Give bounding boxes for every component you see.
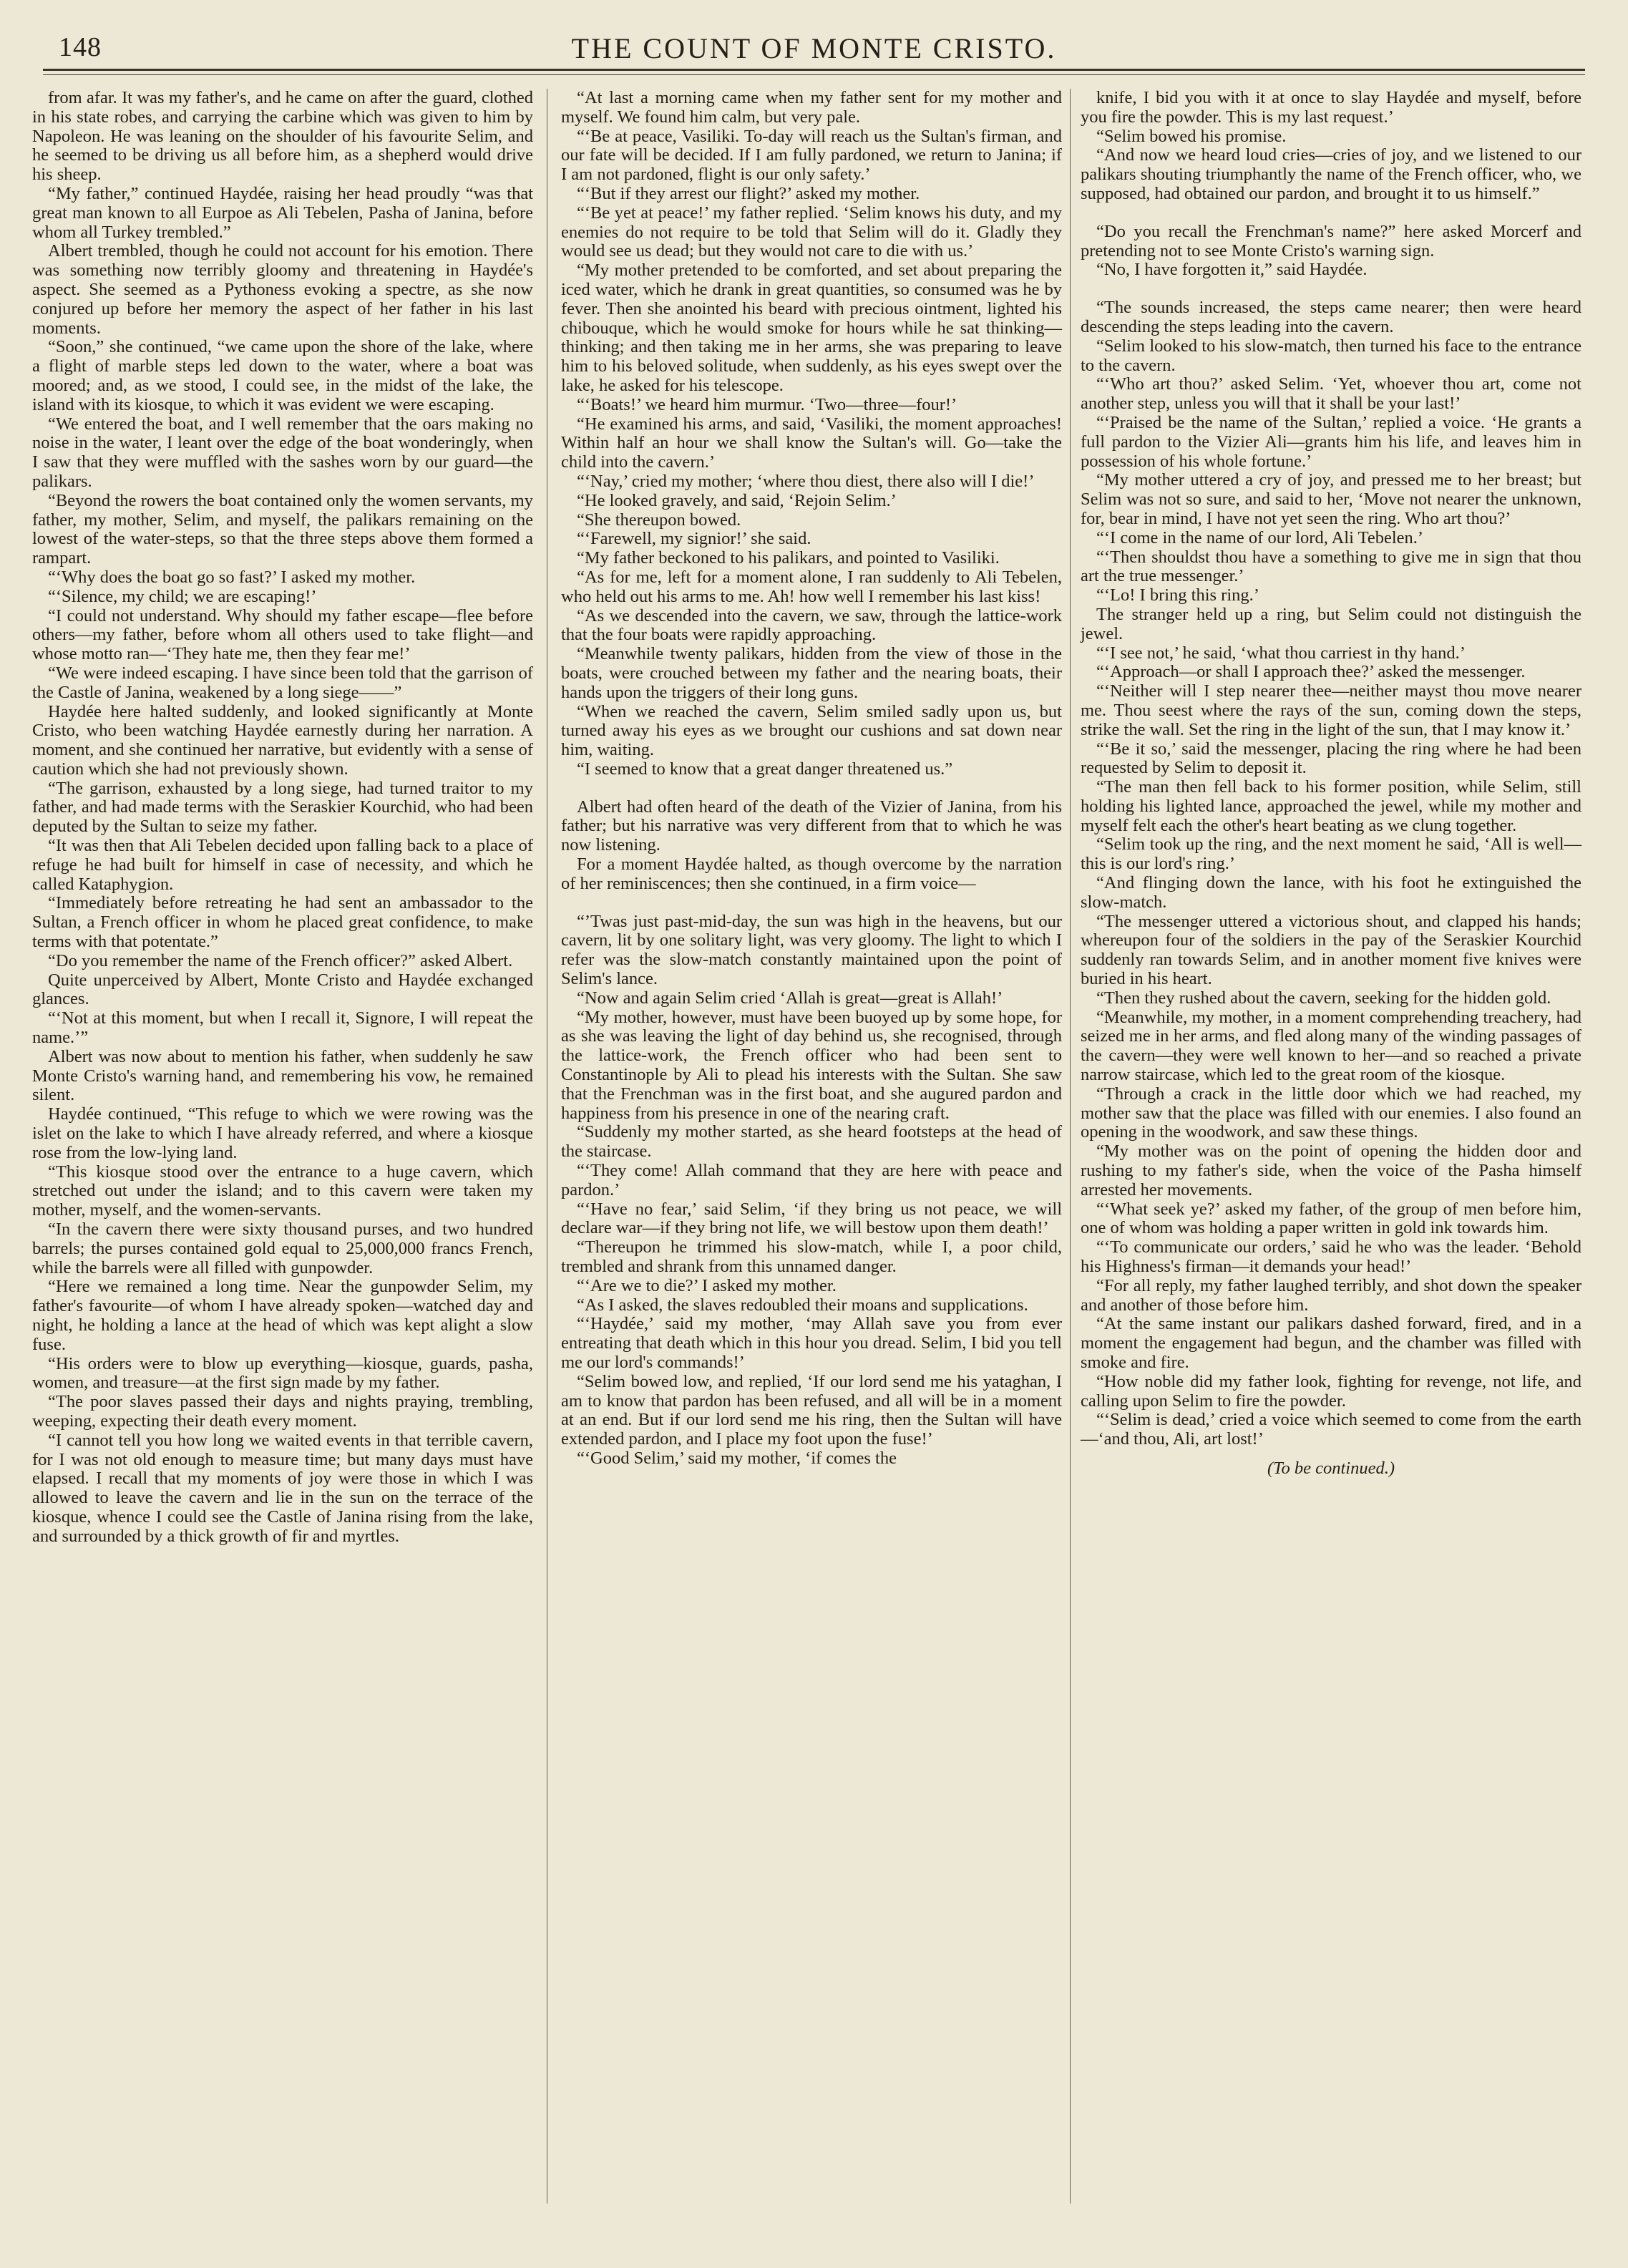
page-header xyxy=(43,31,1585,63)
paragraph: “This kiosque stood over the entrance to a huge cavern, which stretched out under the island; and to this cavern were taken my mother, myself, and the women-servants. xyxy=(32,1162,533,1220)
paragraph: “Through a crack in the little door which we had reached, my mother saw that the place was filled with our enemies. I also found an opening in the woodwork, and saw these things. xyxy=(1081,1084,1581,1142)
paragraph: “The garrison, exhausted by a long siege, had turned traitor to my father, and had made terms with the Seraskier Kourchid, who had been deputed by the Sultan to seize my father. xyxy=(32,778,533,837)
paragraph: “‘Who art thou?’ asked Selim. ‘Yet, whoever thou art, come not another step, unless you will that it shall be your last!’ xyxy=(1081,374,1581,414)
to-be-continued: (To be continued.) xyxy=(1267,1458,1395,1478)
paragraph: “Meanwhile twenty palikars, hidden from the view of those in the boats, were crouched between my father and the nearing boats, their hands upon the triggers of their long guns. xyxy=(561,644,1062,702)
paragraph: “’Twas just past-mid-day, the sun was high in the heavens, but our cavern, lit by one solitary light, was very gloomy. The light to which I refer was the slow-match constantly maintained upon the point of Selim's lance. xyxy=(561,911,1062,989)
paragraph: “‘Then shouldst thou have a something to give me in sign that thou art the true messenger.’ xyxy=(1081,547,1581,586)
paragraph: “‘Are we to die?’ I asked my mother. xyxy=(577,1275,837,1295)
paragraph: “‘What seek ye?’ asked my father, of the group of men before him, one of whom was holding a paper written in gold ink towards him. xyxy=(1081,1199,1581,1238)
paragraph: “‘Approach—or shall I approach thee?’ asked the messenger. xyxy=(1096,662,1526,682)
paragraph: “Selim bowed low, and replied, ‘If our lord send me his yataghan, I am to know that pardon has been refused, and all will be in a moment at an end. But if our lord send me his ring, then the Sultan will have extended pardon, and I place my foot upon the fuse!’ xyxy=(561,1371,1062,1449)
paragraph: “I seemed to know that a great danger threatened us.” xyxy=(577,759,953,779)
paragraph: Albert was now about to mention his father, when suddenly he saw Monte Cristo's warning hand, and remembering his vow, he remained silent. xyxy=(32,1046,533,1105)
paragraph: “And flinging down the lance, with his foot he extinguished the slow-match. xyxy=(1081,873,1581,912)
paragraph: “‘Praised be the name of the Sultan,’ replied a voice. ‘He grants a full pardon to the Vizier Ali—grants him his life, and leaves him in possession of his whole fortune.’ xyxy=(1081,412,1581,471)
paragraph: “‘Selim is dead,’ cried a voice which seemed to come from the earth—‘and thou, Ali, art lost!’ xyxy=(1081,1410,1581,1449)
paragraph: “‘They come! Allah command that they are here with peace and pardon.’ xyxy=(561,1161,1062,1199)
paragraph: “‘Be at peace, Vasiliki. To-day will reach us the Sultan's firman, and our fate will be decided. If I am fully pardoned, we return to Janina; if I am not pardoned, flight is our only safety.’ xyxy=(561,126,1062,185)
paragraph: “And now we heard loud cries—cries of joy, and we listened to our palikars shouting triumphantly the name of the French officer, who, we supposed, had obtained our pardon, and brought it to us himself.” xyxy=(1081,145,1581,203)
paragraph: “Soon,” she continued, “we came upon the shore of the lake, where a flight of marble steps led down to the water, where a boat was moored; and, as we stood, I could see, in the midst of the lake, the island with its kiosque, to which it was evident we were escaping. xyxy=(32,337,533,414)
running-title: THE COUNT OF MONTE CRISTO. xyxy=(571,32,1057,64)
paragraph: Albert had often heard of the death of the Vizier of Janina, from his father; but his narrative was very different from that to which he was now listening. xyxy=(561,797,1062,855)
paragraph: “Immediately before retreating he had sent an ambassador to the Sultan, a French officer in whom he placed great confidence, to make terms with that potentate.” xyxy=(32,893,533,952)
paragraph: “‘Farewell, my signior!’ she said. xyxy=(577,529,811,549)
paragraph: “I could not understand. Why should my father escape—flee before others—my father, before whom all others used to take flight—and whose motto ran—‘They hate me, then they fear me!’ xyxy=(32,605,533,664)
header-rule-thin xyxy=(43,74,1585,75)
paragraph: “‘Haydée,’ said my mother, ‘may Allah save you from ever entreating that death which in this hour you dread. Selim, I bid you tell me our lord's commands!’ xyxy=(561,1314,1062,1372)
paragraph: “My mother pretended to be comforted, and set about preparing the iced water, which he drank in great quantities, so consumed was he by fever. Then she anointed his beard with precious ointment, lighted his chibouque, which he would smoke for hours while he sat thinking—thinking; and then taking me in her arms, she was preparing to leave him to his beloved solitude, when suddenly, as his eyes swept over the lake, he asked for his telescope. xyxy=(561,261,1062,395)
paragraph: “Then they rushed about the cavern, seeking for the hidden gold. xyxy=(1096,988,1551,1008)
paragraph: “No, I have forgotten it,” said Haydée. xyxy=(1096,260,1368,280)
paragraph: “Do you recall the Frenchman's name?” here asked Morcerf and pretending not to see Monte Cristo's warning sign. xyxy=(1081,221,1581,261)
paragraph: “As for me, left for a moment alone, I ran suddenly to Ali Tebelen, who held out his arms to me. Ah! how well I remember his last kiss! xyxy=(561,567,1062,606)
paragraph: “Selim took up the ring, and the next moment he said, ‘All is well—this is our lord's ring.’ xyxy=(1081,834,1581,874)
paragraph: For a moment Haydée halted, as though overcome by the narration of her reminiscences; then she continued, in a firm voice— xyxy=(561,855,1062,893)
paragraph: “Meanwhile, my mother, in a moment comprehending treachery, had seized me in her arms, and fled along many of the winding passages of the cavern—they were well known to her—and so reached a private narrow staircase, which led to the great room of the kiosque. xyxy=(1081,1007,1581,1085)
paragraph: “Thereupon he trimmed his slow-match, while I, a poor child, trembled and shrank from this unnamed danger. xyxy=(561,1237,1062,1277)
paragraph: “‘Neither will I step nearer thee—neither mayst thou move nearer me. Thou seest where the rays of the sun, coming down the steps, strike the wall. Set the ring in the light of the sun, that I may know it.’ xyxy=(1081,681,1581,739)
header-rule xyxy=(43,69,1585,71)
paragraph: Quite unperceived by Albert, Monte Cristo and Haydée exchanged glances. xyxy=(32,970,533,1009)
paragraph: “‘Nay,’ cried my mother; ‘where thou diest, there also will I die!’ xyxy=(577,471,1035,491)
paragraph: “My mother was on the point of opening the hidden door and rushing to my father's side, when the voice of the Pasha himself arrested her movements. xyxy=(1081,1142,1581,1199)
paragraph: “We entered the boat, and I well remember that the oars making no noise in the water, I leant over the edge of the boat wonderingly, when I saw that they were muffled with the sashes worn by our guard—the palikars. xyxy=(32,414,533,491)
paragraph: “Do you remember the name of the French officer?” asked Albert. xyxy=(48,950,513,970)
page-number: 148 xyxy=(59,32,102,62)
paragraph: “At the same instant our palikars dashed forward, fired, and in a moment the engagement had begun, and the chamber was filled with smoke and fire. xyxy=(1081,1314,1581,1372)
paragraph: “Suddenly my mother started, as she heard footsteps at the head of the staircase. xyxy=(561,1122,1062,1162)
paragraph: “‘I see not,’ he said, ‘what thou carriest in thy hand.’ xyxy=(1096,643,1466,663)
paragraph: “‘Be yet at peace!’ my father replied. ‘Selim knows his duty, and my enemies do not require to be told that Selim will do it. Gladly they would see us dead; but they would not care to die with us.’ xyxy=(561,203,1062,261)
paragraph: “It was then that Ali Tebelen decided upon falling back to a place of refuge he had built for himself in case of necessity, and which he called Kataphygion. xyxy=(32,836,533,894)
paragraph: “She thereupon bowed. xyxy=(577,510,741,530)
paragraph: “He examined his arms, and said, ‘Vasiliki, the moment approaches! Within half an hour we shall know the Sultan's will. Go—take the child into the cavern.’ xyxy=(561,414,1062,472)
paragraph: “‘Why does the boat go so fast?’ I asked my mother. xyxy=(48,567,416,587)
paragraph: “When we reached the cavern, Selim smiled sadly upon us, but turned away his eyes as we brought our cushions and sat down near him, waiting. xyxy=(561,701,1062,760)
paragraph: “Here we remained a long time. Near the gunpowder Selim, my father's favourite—of whom I have already spoken—watched day and night, he holding a lance at the head of which was kept alight a slow fuse. xyxy=(32,1277,533,1354)
paragraph: “The poor slaves passed their days and nights praying, trembling, weeping, expecting their death every moment. xyxy=(32,1392,533,1431)
paragraph: “How noble did my father look, fighting for revenge, not life, and calling upon Selim to fire the powder. xyxy=(1081,1371,1581,1411)
column-1 xyxy=(32,89,533,1547)
paragraph: “Now and again Selim cried ‘Allah is great—great is Allah!’ xyxy=(577,988,1003,1008)
paragraph: “‘Good Selim,’ said my mother, ‘if comes the xyxy=(577,1448,897,1468)
paragraph: “My mother uttered a cry of joy, and pressed me to her breast; but Selim was not so sure, and said to her, ‘Move not nearer the unknown, for, bear in mind, I have not yet seen the ring. Who art thou?’ xyxy=(1081,470,1581,528)
paragraph: “‘Not at this moment, but when I recall it, Signore, I will repeat the name.’” xyxy=(32,1008,533,1048)
paragraph: “Beyond the rowers the boat contained only the women servants, my father, my mother, Selim, and myself, the palikars remaining on the lowest of the water-steps, so that the three steps above them formed a rampart. xyxy=(32,490,533,568)
paragraph: “I cannot tell you how long we waited events in that terrible cavern, for I was not old enough to measure time; but many days must have elapsed. I recall that my moments of joy were those in which I was allowed to leave the cavern and lie in the sun on the terrace of the kiosque, whence I could see the Castle of Janina rising from the lake, and surrounded by a thick growth of fir and myrtles. xyxy=(32,1430,533,1546)
paragraph: “We were indeed escaping. I have since been told that the garrison of the Castle of Janina, weakened by a long siege——” xyxy=(32,663,533,702)
paragraph: “‘Silence, my child; we are escaping!’ xyxy=(48,586,317,606)
column-3 xyxy=(1081,89,1581,1479)
paragraph: “My mother, however, must have been buoyed up by some hope, for as she was leaving the light of day behind us, she recognised, through the lattice-work, the French officer who had been sent to Constantinople by Ali to plead his interests with the Sultan. She saw that the Frenchman was in the first boat, and she augured pardon and happiness from his presence in one of the nearing craft. xyxy=(561,1007,1062,1123)
paragraph: knife, I bid you with it at once to slay Haydée and myself, before you fire the powder. This is my last request.’ xyxy=(1081,88,1581,127)
paragraph: “The messenger uttered a victorious shout, and clapped his hands; whereupon four of the soldiers in the pay of the Seraskier Kourchid suddenly ran towards Selim, and in another moment five knives were buried in his heart. xyxy=(1081,911,1581,989)
paragraph: Albert trembled, though he could not account for his emotion. There was something now terribly gloomy and threatening in Haydée's aspect. She seemed as a Pythoness evoking a spectre, as she now conjured up before her memory the aspect of her father in his last moments. xyxy=(32,241,533,338)
paragraph: Haydée continued, “This refuge to which we were rowing was the islet on the lake to which I have already referred, and where a kiosque rose from the low-lying land. xyxy=(32,1104,533,1162)
paragraph: “My father beckoned to his palikars, and pointed to Vasiliki. xyxy=(577,548,1000,568)
paragraph: Haydée here halted suddenly, and looked significantly at Monte Cristo, who been watching Haydée earnestly during her narration. A moment, and she continued her narrative, but evidently with a sense of caution which she had not previously shown. xyxy=(32,701,533,779)
paragraph: “‘I come in the name of our lord, Ali Tebelen.’ xyxy=(1096,527,1424,547)
paragraph: “For all reply, my father laughed terribly, and shot down the speaker and another of those before him. xyxy=(1081,1275,1581,1315)
paragraph: “In the cavern there were sixty thousand purses, and two hundred barrels; the purses contained gold equal to 25,000,000 francs French, while the barrels were all filled with gunpowder. xyxy=(32,1220,533,1277)
column-divider-2 xyxy=(1070,89,1071,2204)
paragraph: from afar. It was my father's, and he came on after the guard, clothed in his state robes, and carrying the carbine which was given to him by Napoleon. He was leaning on the shoulder of his favourite Selim, and he seemed to be driving us all before him, as a shepherd would drive his sheep. xyxy=(32,88,533,185)
paragraph: “‘Have no fear,’ said Selim, ‘if they bring us not peace, we will declare war—if they bring not life, we will bestow upon them death!’ xyxy=(561,1199,1062,1238)
paragraph: “He looked gravely, and said, ‘Rejoin Selim.’ xyxy=(577,490,897,510)
paragraph: “‘Be it so,’ said the messenger, placing the ring where he had been requested by Selim to deposit it. xyxy=(1081,739,1581,778)
paragraph: “The man then fell back to his former position, while Selim, still holding his lighted lance, approached the jewel, while my mother and myself felt each the other's heart beating as we clung together. xyxy=(1081,777,1581,835)
paragraph: “‘Boats!’ we heard him murmur. ‘Two—three—four!’ xyxy=(577,394,957,414)
paragraph: “Selim looked to his slow-match, then turned his face to the entrance to the cavern. xyxy=(1081,336,1581,375)
paragraph: “The sounds increased, the steps came nearer; then were heard descending the steps leading into the cavern. xyxy=(1081,298,1581,336)
column-2 xyxy=(561,89,1062,1469)
paragraph: “‘But if they arrest our flight?’ asked my mother. xyxy=(577,183,920,203)
paragraph: “As I asked, the slaves redoubled their moans and supplications. xyxy=(577,1295,1028,1315)
paragraph: “My father,” continued Haydée, raising her head proudly “was that great man known to all Eurpoe as Ali Tebelen, Pasha of Janina, before whom all Turkey trembled.” xyxy=(32,183,533,242)
paragraph: “‘Lo! I bring this ring.’ xyxy=(1096,585,1259,605)
paragraph: “At last a morning came when my father sent for my mother and myself. We found him calm, but very pale. xyxy=(561,88,1062,127)
paragraph: “Selim bowed his promise. xyxy=(1096,126,1287,146)
paragraph: “His orders were to blow up everything—kiosque, guards, pasha, women, and treasure—at the first sign made by my father. xyxy=(32,1353,533,1393)
paragraph: “‘To communicate our orders,’ said he who was the leader. ‘Behold his Highness's firman—it demands your head!’ xyxy=(1081,1237,1581,1277)
paragraph: “As we descended into the cavern, we saw, through the lattice-work that the four boats were rapidly approaching. xyxy=(561,605,1062,645)
paragraph: The stranger held up a ring, but Selim could not distinguish the jewel. xyxy=(1081,604,1581,643)
